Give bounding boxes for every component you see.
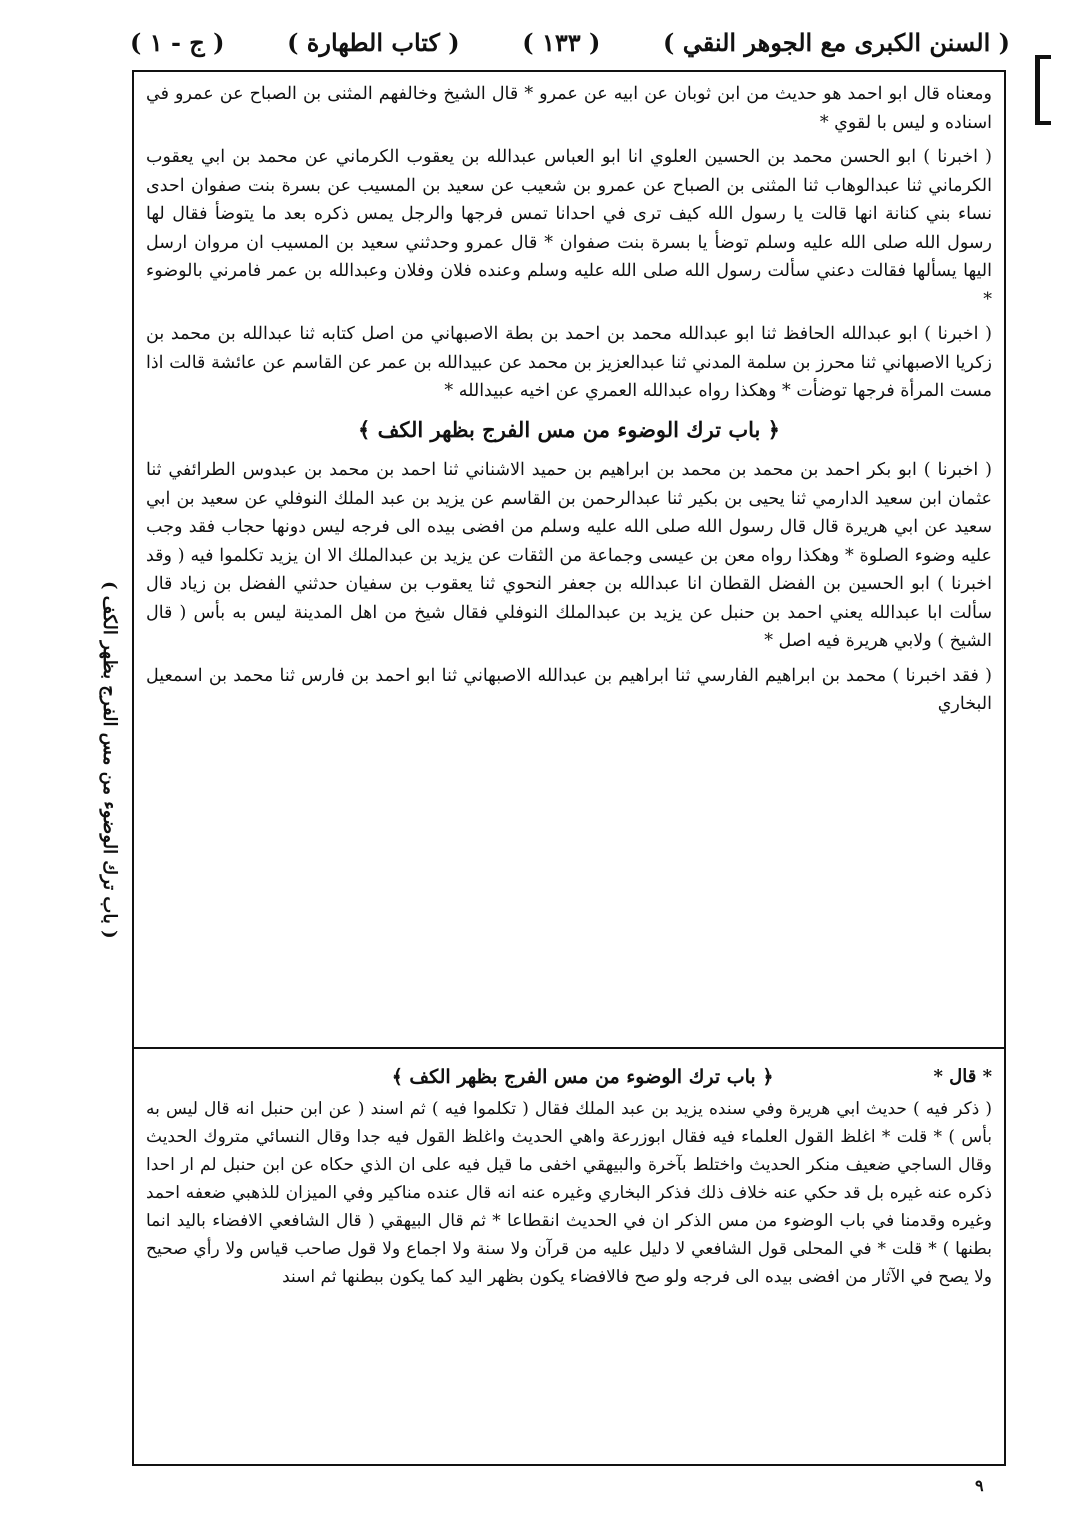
paragraph: ومعناه قال ابو احمد هو حديث من ابن ثوبان عن ابيه عن عمرو * قال الشيخ وخالفهم المثنى بن الصباح عن عمرو في اسناده و ليس با لقوي * — [146, 84, 992, 133]
paragraph: ( اخبرنا ) ابو عبدالله الحافظ ثنا ابو عبدالله محمد بن احمد بن بطة الاصبهاني من اصل كتابه ثنا عبدالله بن محمد بن زكريا الاصبهاني ثنا محرز بن سلمة المدني ثنا عبدالعزيز بن محمد عن عبيدالله بن عمر عن القاسم عن عائشة قالت اذا مست المرأة فرجها توضأت * وهكذا رواه عبدالله العمري عن اخيه عبيدالله * — [146, 324, 992, 401]
side-margin-note: ( باب ترك الوضوء من مس الفرج بظهر الكف ) — [99, 581, 120, 939]
section-title: ﴿ باب ترك الوضوء من مس الفرج بظهر الكف ﴾ — [358, 416, 780, 442]
commentary-text — [134, 1057, 1004, 1464]
commentary-heading — [146, 1063, 992, 1091]
commentary-section-title: ﴿ باب ترك الوضوء من مس الفرج بظهر الكف ﴾ — [391, 1066, 774, 1088]
page-frame — [132, 70, 1006, 1466]
book-title: ( السنن الكبرى مع الجوهر النقي ) — [662, 27, 1010, 57]
volume-label: ( ج - ١ ) — [130, 27, 225, 57]
chapter-title: ( كتاب الطهارة ) — [287, 27, 460, 57]
page-header — [130, 20, 1010, 64]
page-number-header: ( ١٣٣ ) — [522, 27, 601, 57]
page-footer-number: ٩ — [975, 1476, 984, 1495]
commentary-paragraph: ( ذكر فيه ) حديث ابي هريرة وفي سنده يزيد بن عبد الملك فقال ( تكلموا فيه ) ثم اسند ( عن ابن حنبل انه قال ليس به بأس ) * قلت * اغلظ القول العلماء فيه فقال ابوزرعة واهي الحديث واغلظ القول فيه جدا وقال النسائي متروك الحديث وقال الساجي ضعيف منكر الحديث واختلط بآخرة والبيهقي اخفى ما قيل فيه على ان الذي حكاه عن ابن حنبل لم ار احدا ذكره عنه غيره بل قد حكي عنه خلاف ذلك فذكر البخاري وغيره عنه انه قال عنده مناكير وفي الميزان للذهبي ضعفه احمد وغيره وقدمنا في باب الوضوء من مس الذكر ان في الحديث انقطاعا * ثم قال البيهقي ( قال الشافعي الافضاء باليد انما بطنها ) * قلت * في المحلى قول الشافعي لا دليل عليه من قرآن ولا سنة ولا اجماع ولا قول صاحب قياس ولا رأي صحيح ولا يصح في الآثار من افضى بيده الى فرجه ولو صح فالافضاء يكون بظهر اليد كما يكون ببطنها ثم اسند — [146, 1099, 992, 1287]
section-divider — [134, 1047, 1004, 1049]
main-text — [134, 72, 1004, 1002]
paragraph: ( اخبرنا ) ابو الحسن محمد بن الحسين العلوي انا ابو العباس عبدالله بن يعقوب الكرماني عن محمد بن ابي يعقوب الكرماني ثنا عبدالوهاب ثنا المثنى بن الصباح عن عمرو بن شعيب عن سعيد بن المسيب عن بسرة بنت صفوان احدى نساء بني كنانة انها قالت يا رسول الله كيف ترى في احدانا تمس فرجها والرجل يمس ذكره بعد ما يتوضأ فقال لها رسول الله صلى الله عليه وسلم توضأ يا بسرة بنت صفوان * قال عمرو وحدثني سعيد بن المسيب ان مروان ارسل اليها يسألها فقالت دعني سألت رسول الله صلى الله عليه وسلم وعنده فلان وفلان وعبدالله بن عمر فامرني بالوضوء * — [146, 147, 992, 310]
commentary-qal-label: * قال * — [933, 1066, 992, 1087]
paragraph: ( فقد اخبرنا ) محمد بن ابراهيم الفارسي ثنا ابراهيم بن عبدالله الاصبهاني ثنا ابو احمد بن فارس ثنا محمد بن اسمعيل البخاري — [146, 665, 992, 714]
margin-bracket-mark — [1035, 55, 1051, 125]
paragraph: ( اخبرنا ) ابو بكر احمد بن محمد بن محمد بن ابراهيم بن حميد الاشناني ثنا احمد بن محمد بن عبدوس الطرائفي ثنا عثمان ابن سعيد الدارمي ثنا يحيى بن بكير ثنا عبدالرحمن بن القاسم عن يزيد بن عبد الملك النوفلي عن سعيد بن ابي سعيد عن ابي هريرة قال قال رسول الله صلى الله عليه وسلم من افضى بيده الى فرجه ليس دونها حجاب فقد وجب عليه وضوء الصلوة * وهكذا رواه معن بن عيسى وجماعة من الثقات عن يزيد بن عبدالملك الا ان يزيد تكلموا فيه ( وقد اخبرنا ) ابو الحسين بن الفضل القطان انا عبدالله بن جعفر النحوي ثنا يعقوب بن سفيان حدثني الفضل بن زياد قال سألت ابا عبدالله يعني احمد بن حنبل عن يزيد بن عبدالملك النوفلي فقال شيخ من اهل المدينة ليس به بأس ( قال الشيخ ) ولابي هريرة فيه اصل * — [146, 460, 992, 651]
